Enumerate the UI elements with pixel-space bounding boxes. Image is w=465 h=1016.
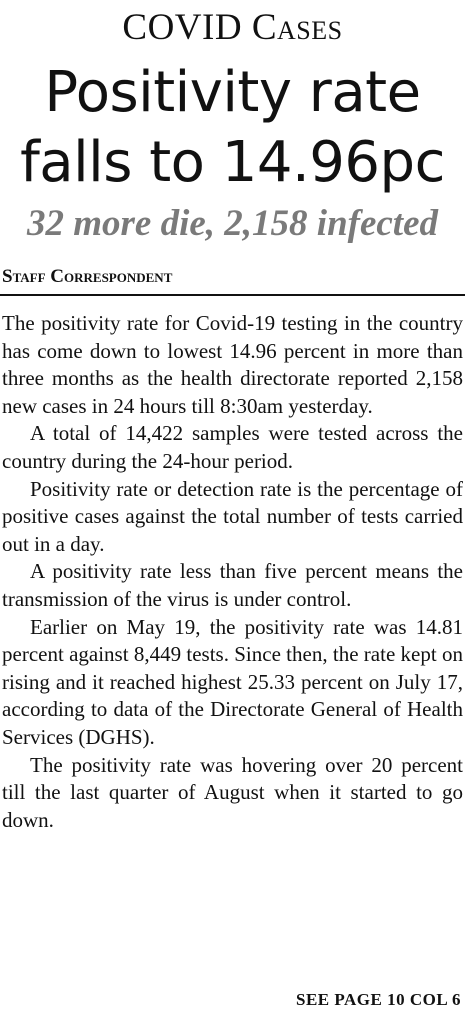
paragraph-4: A positivity rate less than five percent means the transmission of the virus is under control.	[2, 559, 463, 611]
kicker-small-caps: Cases	[251, 7, 343, 48]
deck-subheadline: 32 more die, 2,158 infected	[26, 203, 439, 244]
kicker-main: COVID	[122, 7, 243, 48]
section-kicker	[0, 8, 465, 48]
paragraph-6: The positivity rate was hovering over 20 percent till the last quarter of August when it started to go down.	[2, 752, 463, 832]
byline: Staff Correspondent	[2, 266, 173, 287]
paragraph-3: Positivity rate or detection rate is the percentage of positive cases against the total number of tests carried out in a day.	[2, 476, 463, 556]
paragraph-5: Earlier on May 19, the positivity rate was 14.81 percent against 8,449 tests. Since then, the rate kept on rising and it reached highest 25.33 percent on July 17, according to data of the Directorate General of Health Services (DGHS).	[2, 614, 463, 749]
headline	[0, 58, 465, 198]
headline-line-2: falls to 14.96pc	[20, 130, 445, 195]
paragraph-2: A total of 14,422 samples were tested across the country during the 24-hour period.	[2, 421, 463, 473]
byline-divider	[0, 294, 465, 296]
headline-line-1: Positivity rate	[44, 60, 421, 125]
paragraph-1: The positivity rate for Covid-19 testing in the country has come down to lowest 14.96 percent in more than three months as the health directorate reported 2,158 new cases in 24 hours till 8:30am yesterday.	[2, 311, 463, 418]
continued-on-page: SEE PAGE 10 COL 6	[296, 990, 461, 1009]
article-body	[2, 310, 463, 834]
